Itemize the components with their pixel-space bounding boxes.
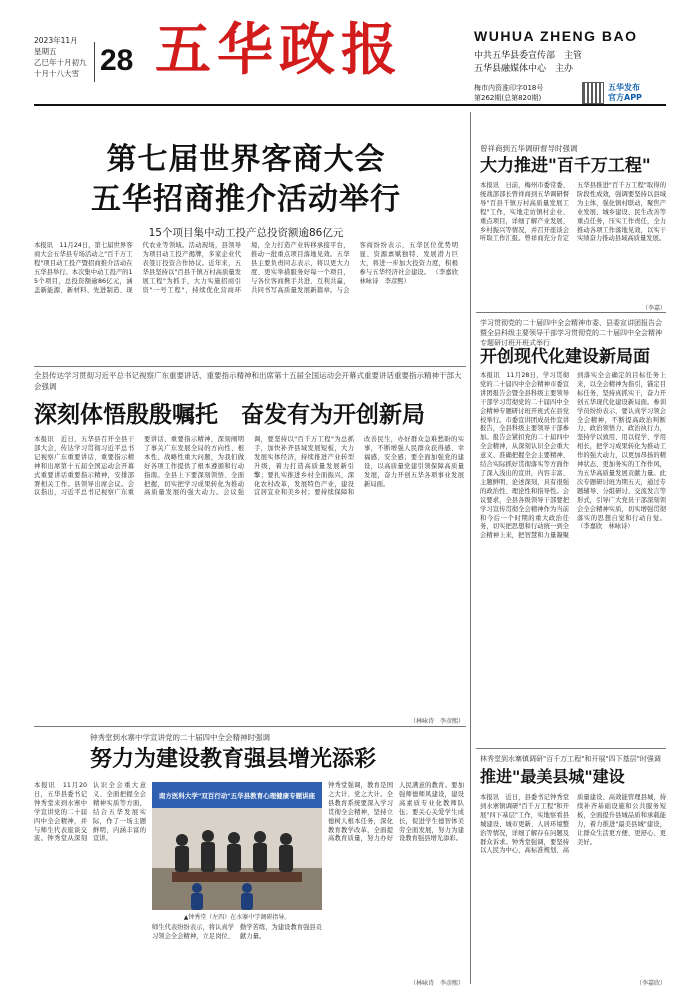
photo-caption: ▲钟秀堂（左四）在水寨中学调研指导。 (183, 914, 291, 921)
right-mid-kicker: 学习贯彻党的二十届四中全会精神市委、县委宣讲团报告会暨全县科级主要领导干部学习贯彻党的二十届四中全会精神专题研讨班开班式举行 (480, 319, 662, 347)
lead-headline (66, 140, 426, 220)
masthead (0, 0, 700, 106)
middle-byline: （林咏诗 李彦熙） (409, 718, 464, 725)
issue-line-2: 第262期(总第820期) (474, 94, 542, 102)
publisher-line-1: 中共五华县委宣传部 主管 (474, 51, 583, 61)
right-mid-byline: （李嘉欣 林咏诗） (577, 523, 634, 531)
column-divider (470, 112, 471, 752)
publisher-line-2: 五华县融媒体中心 主办 (474, 64, 574, 74)
middle-headline: 深刻体悟殷殷嘱托 奋发有为开创新局 (34, 401, 425, 428)
right-mid-headline: 开创现代化建设新局面 (480, 347, 650, 367)
middle-kicker: 全县传达学习贯彻习近平总书记视察广东重要讲话、重要指示精神和出席第十五届全国运动会开幕式重要讲话重要指示精神干部大会强调 (34, 371, 462, 391)
right-mid-article-body (480, 372, 666, 742)
qr-code-icon (582, 82, 604, 104)
news-photo (152, 782, 322, 910)
date-line-2: 星期五 (34, 47, 57, 56)
news-photo-image (152, 782, 322, 910)
day-number: 28 (100, 44, 134, 77)
lead-headline-line-1: 第七届世界客商大会 (106, 142, 386, 177)
right-bottom-article-body: 本报讯 近日，县委书记钟秀堂到水寨镇调研"百千万工程"和开展"四下基层"工作，实地察看县城建设、城市更新、人居环境整治等情况，详细了解存在问题及群众诉求。钟秀堂强调，要坚持以人民为中心，高标准规划、高质量建设、高效能管理县城，持续补齐基础设施和公共服务短板，全面提升县城品质和承载能力，着力推进"最美县城"建设，让群众生活更方便、更舒心、更美好。 (480, 794, 666, 855)
date-line-4: 十月十八大雪 (34, 69, 79, 78)
right-top-headline: 大力推进"百千万工程" (480, 156, 651, 176)
date-line-3: 乙巳年十月初九 (34, 58, 87, 67)
lead-article-body (34, 242, 465, 362)
bottom-kicker: 钟秀堂到水寨中学宣讲党的二十届四中全会精神时强调 (90, 733, 270, 742)
app-promo (608, 83, 642, 103)
section-divider (34, 366, 466, 367)
lead-subheadline: 15个项目集中动工投产总投资额逾86亿元 (148, 227, 344, 239)
issue-line-1: 梅市内资准印字018号 (474, 84, 544, 92)
section-divider (476, 312, 666, 313)
bottom-headline: 努力为建设教育强县增光添彩 (90, 746, 377, 772)
right-top-byline: （李嘉） (641, 305, 666, 312)
lead-byline: （李嘉欣 林咏诗 李彦熙） (359, 268, 465, 285)
section-divider (476, 748, 666, 749)
bottom-byline: （林咏诗 李彦熙） (409, 980, 464, 987)
photo-banner-text: 南方医科大学"双百行动"五华县教育心理健康专题讲座 (158, 792, 316, 800)
bottom-article-body-left: 本报讯 11月20日，五华县委书记钟秀堂来到水寨中学宣讲党的二十届四中全会精神，并与师生代表座谈交流。钟秀堂从深刻认识全会重大意义、全面把握全会精神实质等方面，结合五华发展实际，作了一场主题鲜明、内涵丰富的宣讲。 (34, 782, 146, 843)
right-bottom-headline: 推进"最美县城"建设 (480, 767, 625, 786)
app-tagline: 官方APP (608, 93, 642, 102)
right-top-article-body: 本报讯 日前，梅州市委常委、统战部部长曾祥商到五华调研督导"百县千镇万村高质量发展工程"工作，实地走访镇村企业、重点项目，详细了解产业发展、乡村振兴等情况，并召开座谈会听取工作汇报。曾祥商充分肯定五华县推进"百千万工程"取得的阶段性成效，强调要坚持以县域为主体，强化镇村联动，聚焦产业发展、城乡建设、民生改善等重点任务，压实工作责任，全力推动各项工作落地见效，以实干实绩奋力推动县域高质量发展。 (480, 182, 666, 243)
middle-article-body: 本报讯 近日，五华县召开全县干部大会，传达学习贯彻习近平总书记视察广东重要讲话、重要指示精神和出席第十五届全国运动会开幕式重要讲话重要指示精神，安排部署相关工作。县领导出席会议。会议指出，习近平总书记视察广东重要讲话、重要指示精神，深刻阐明了事关广东发展全局的方向性、根本性、战略性重大问题，为我们做好各项工作提供了根本遵循和行动指南。全县上下要深刻领悟、全面把握，切实把学习成果转化为推动高质量发展的强大动力。会议强调，要坚持以"百千万工程"为总抓手，加快补齐县域发展短板，大力发展实体经济，持续推进产业转型升级，着力打造高质量发展新引擎；要扎实推进乡村全面振兴，深化农村改革，发展特色产业，建设宜居宜业和美乡村；要持续保障和改善民生，办好群众急难愁盼的实事，不断增强人民群众获得感、幸福感、安全感；要全面加强党的建设，以高质量党建引领保障高质量发展，奋力开创五华各项事业发展新局面。 (34, 436, 464, 497)
issue-info (474, 83, 543, 103)
section-divider (34, 726, 466, 727)
publisher-info (474, 50, 582, 76)
masthead-rule (34, 104, 666, 106)
right-mid-article-text: 本报讯 11月28日，学习贯彻党的二十届四中全会精神市委宣讲团报告会暨全县科级主要领导干部学习贯彻党的二十届四中全会精神专题研讨班开班式在县党校举行。市委宣讲团成员作宣讲报告，全县科级主要领导干部参加。报告会紧扣党的二十届四中全会精神，从深刻认识全会重大意义、准确把握全会主要精神、结合实际抓好贯彻落实等方面作了深入浅出的宣讲，内容丰富、主题鲜明、论述深刻，具有很强的政治性、理论性和指导性。会议要求，全县各级领导干部要把学习宣传贯彻全会精神作为当前和今后一个时期的重大政治任务，切实把思想和行动统一到全会精神上来，把智慧和力量凝聚到落实全会确定的目标任务上来，以全会精神为指引，锚定目标任务，坚持真抓实干，奋力开创五华现代化建设新局面。参训学员纷纷表示，要认真学习领会全会精神，不断提高政治判断力、政治领悟力、政治执行力，坚持学以致用、用以促学、学用相长，把学习成果转化为推动工作的强大动力，以更加昂扬的精神状态、更加务实的工作作风，为五华高质量发展贡献力量。此次专题研讨班为期五天，通过专题辅导、分组研讨、交流发言等形式，引导广大党员干部深刻领会全会精神实质，切实增强贯彻落实的思想自觉和行动自觉。 (480, 372, 666, 540)
paper-title: 五华政报 (155, 17, 403, 83)
bottom-article-body-under: 师生代表纷纷表示，将认真学习领会全会精神，立足岗位、勤学苦练，为建设教育强县贡献力量。 (152, 924, 322, 940)
lead-article-text: 本报讯 11月24日，第七届世界客商大会五华县专场活动之"百千万工程"项目动工投产暨招商推介活动在五华县举行。本次集中动工投产的15个项目，总投资额逾86亿元，涵盖新能源、新材料、先进制造、现代农业等领域。活动现场，县领导为项目动工投产揭牌，多家企业代表签订投资合作协议。近年来，五华县坚持以"百县千镇万村高质量发展工程"为抓手，大力实施招商引资"一号工程"，持续优化营商环境，全力打造产业转移承接平台，推动一批重点项目落地见效。五华县主要负责同志表示，将以更大力度、更实举措服务好每一个项目，与各位客商携手共进、互利共赢，共同书写高质量发展新篇章。与会客商纷纷表示，五华区位优势明显、资源禀赋独特、发展潜力巨大，将进一步加大投资力度，积极参与五华经济社会建设。 (34, 242, 458, 294)
right-bottom-byline: （李嘉欣） (635, 980, 666, 987)
right-top-kicker: 曾祥商到五华调研督导时强调 (480, 144, 578, 153)
paper-pinyin: WUHUA ZHENG BAO (474, 28, 638, 44)
app-name: 五华发布 (608, 83, 640, 92)
date-line-1: 2023年11月 (34, 36, 78, 45)
right-bottom-kicker: 林秀堂到水寨镇调研"百千万工程"和开展"四下基层"时强调 (480, 755, 661, 763)
column-divider (470, 752, 471, 984)
bottom-article-body-right: 钟秀堂强调，教育是国之大计、党之大计。全县教育系统要深入学习贯彻全会精神，坚持立德树人根本任务，深化教育教学改革，全面提高教育质量，努力办好人民满意的教育。要加强师德师风建设，建设高素质专业化教师队伍；要关心关爱学生成长，促进学生德智体美劳全面发展，努力为建设教育强县增光添彩。 (328, 782, 464, 843)
lead-headline-line-2: 五华招商推介活动举行 (91, 182, 401, 217)
date-separator (94, 42, 95, 82)
date-box (34, 36, 142, 92)
